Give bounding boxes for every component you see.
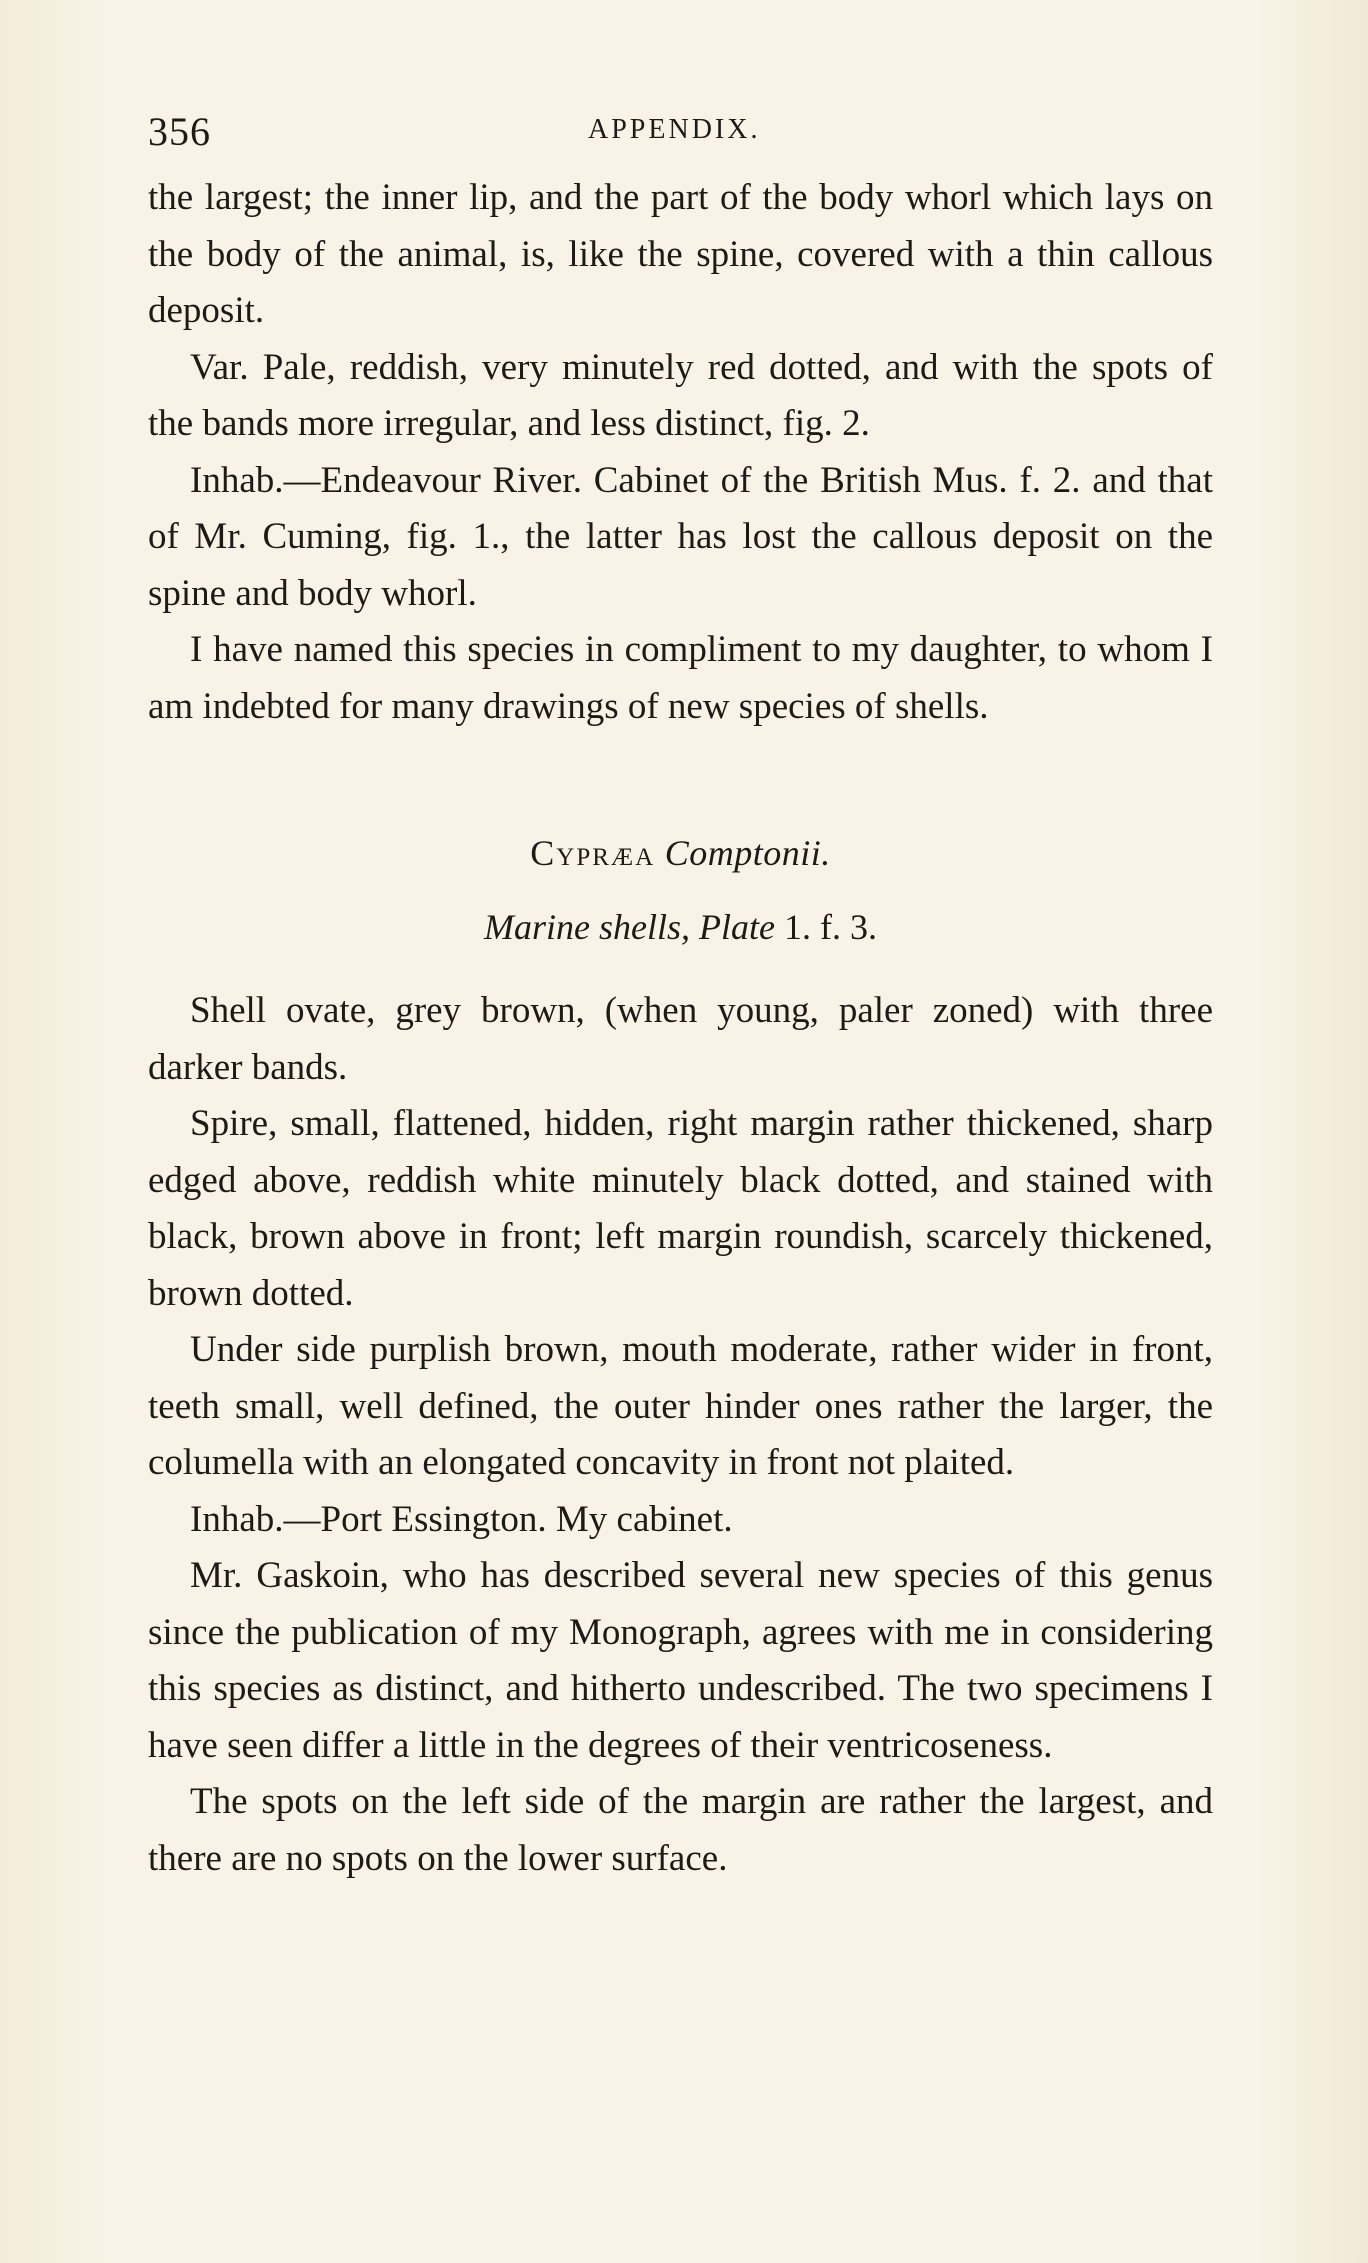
paragraph-habitat: Inhab.—Endeavour River. Cabinet of the British Mus. f. 2. and that of Mr. Cuming, fig. 1., the latter has lost the callous deposit on the spine and body whorl. (148, 459, 1213, 614)
running-head: APPENDIX. (588, 114, 761, 145)
paragraph-variety: Var. Pale, reddish, very minutely red dotted, and with the spots of the bands more irregular, and less distinct, fig. 2. (148, 346, 1213, 444)
section-gap (148, 735, 1213, 825)
paragraph-habitat-2: Inhab.—Port Essington. My cabinet. (190, 1498, 733, 1540)
paragraph-underside: Under side purplish brown, mouth moderate, rather wider in front, teeth small, well defined, the outer hinder ones rather the larger, the columella with an elongated concavity in front not plaited. (148, 1329, 1213, 1483)
page-number: 356 (148, 109, 211, 154)
paragraph-dedication: I have named this species in compliment to my daughter, to whom I am indebted for many drawings of new species of shells. (148, 629, 1213, 727)
plate-reference (148, 899, 1213, 955)
paragraph-spire: Spire, small, flattened, hidden, right margin rather thickened, sharp edged above, reddish white minutely black dotted, and stained with black, brown above in front; left margin roundish, scarcely thickened, brown dotted. (148, 1103, 1213, 1314)
paragraph-spots: The spots on the left side of the margin are rather the largest, and there are no spots on the lower surface. (148, 1781, 1213, 1879)
species-heading (148, 825, 1213, 881)
page-header (148, 108, 1213, 158)
plate-reference-figure: 1. f. 3. (783, 907, 877, 947)
plate-reference-label: Marine shells, Plate (484, 907, 775, 947)
paragraph-continuation: the largest; the inner lip, and the part of the body whorl which lays on the body of the animal, is, like the spine, covered with a thin callous deposit. (148, 177, 1213, 331)
genus-name: Cypræa (530, 833, 656, 873)
body-text (148, 170, 1213, 1887)
paragraph-gaskoin: Mr. Gaskoin, who has described several new species of this genus since the publication of my Monograph, agrees with me in considering this species as distinct, and hitherto undescribed. The two specimens I have seen differ a little in the degrees of their ventricoseness. (148, 1555, 1213, 1766)
paragraph-shell: Shell ovate, grey brown, (when young, paler zoned) with three darker bands. (148, 990, 1213, 1088)
species-name: Comptonii. (664, 833, 831, 873)
